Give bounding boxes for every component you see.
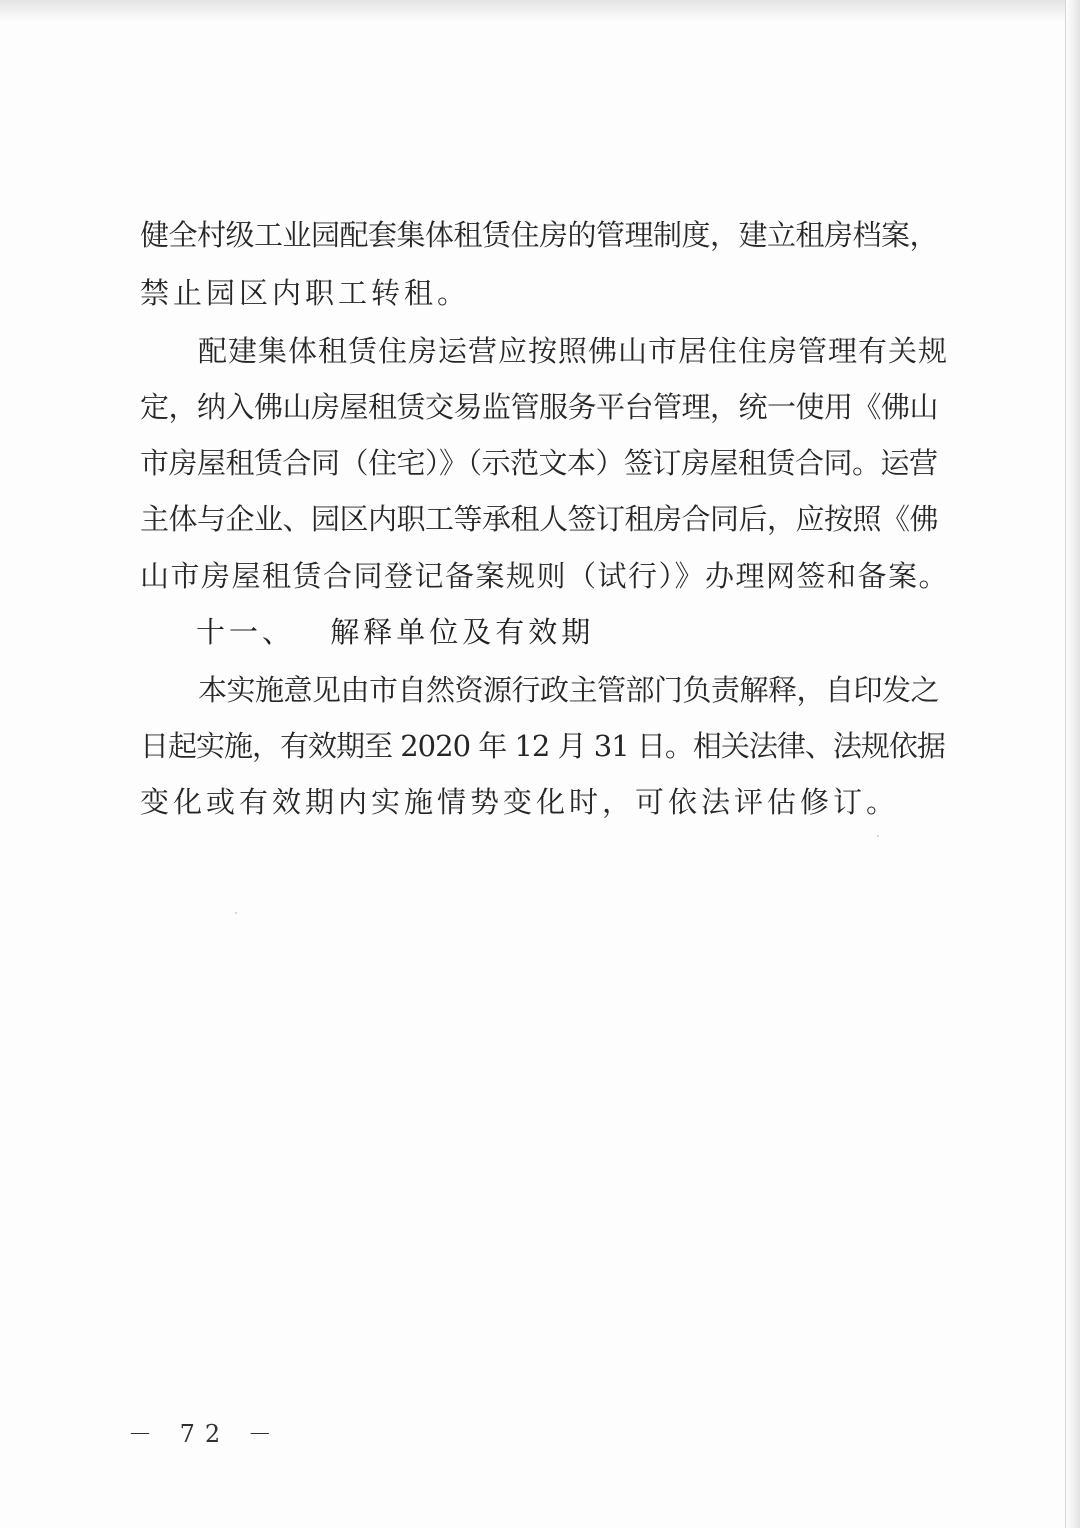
- paragraph-line: 日起实施，有效期至 2020 年 12 月 31 日。相关法律、法规依据: [140, 729, 945, 763]
- paragraph-line: 定，纳入佛山房屋租赁交易监管服务平台管理，统一使用《佛山: [140, 390, 939, 424]
- paragraph-line: 变化或有效期内实施情势变化时，可依法评估修订。: [140, 785, 900, 819]
- section-number: 十一、: [196, 615, 296, 649]
- scan-right-shadow: [1066, 0, 1080, 1528]
- paragraph-line: 禁止园区内职工转租。: [140, 276, 471, 310]
- paragraph-line: 主体与企业、园区内职工等承租人签订租房合同后，应按照《佛: [140, 502, 939, 536]
- scan-top-shadow: [0, 0, 1080, 22]
- scan-edge-line: [1065, 0, 1066, 1528]
- paragraph-line: 市房屋租赁合同（住宅）》（示范文本）签订房屋租赁合同。运营: [140, 446, 938, 480]
- paragraph-line: 本实施意见由市自然资源行政主管部门负责解释，自印发之: [198, 673, 940, 707]
- section-heading: [140, 612, 950, 652]
- scan-speck: [877, 835, 879, 837]
- paragraph-line: 山市房屋租赁合同登记备案规则（试行）》办理网签和备案。: [140, 559, 950, 593]
- scan-speck: [235, 912, 237, 914]
- section-title: 解释单位及有效期: [330, 615, 595, 649]
- paragraph-line: 健全村级工业园配套集体租赁住房的管理制度，建立租房档案，: [140, 218, 939, 252]
- paragraph-line: 配建集体租赁住房运营应按照佛山市居住住房管理有关规: [198, 334, 949, 368]
- page-number: － 72 －: [128, 1420, 282, 1448]
